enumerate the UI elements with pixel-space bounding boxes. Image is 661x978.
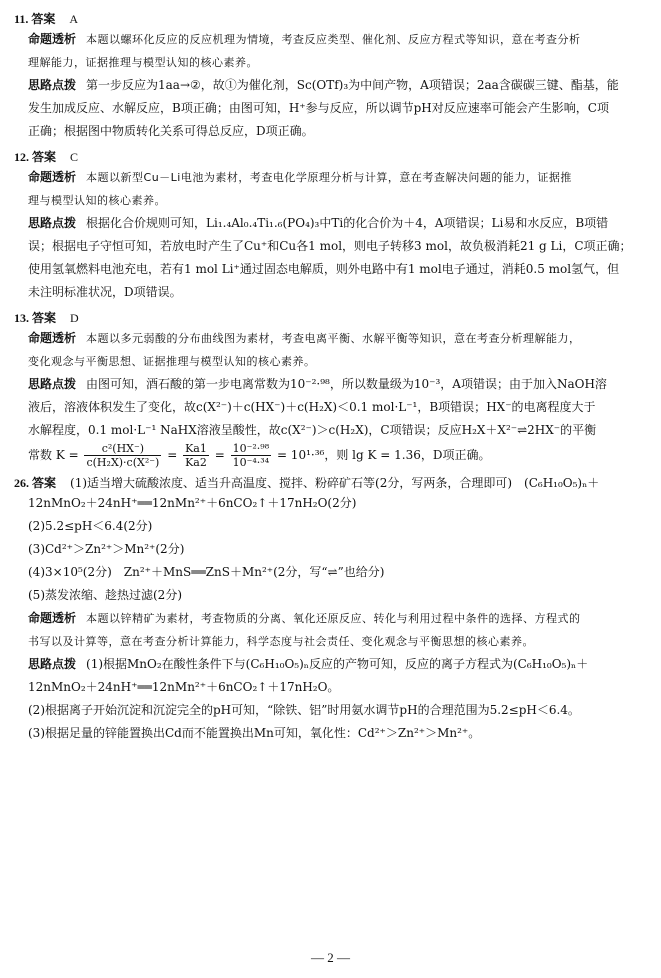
q12-touxi-line1: 本题以新型Cu－Li电池为素材，考查电化学原理分析与计算，意在考查解决问题的能力，证据推 [86, 171, 572, 184]
q12-header [14, 148, 635, 166]
q13-touxi-line1: 本题以多元弱酸的分布曲线图为素材，考查电离平衡、水解平衡等知识，意在考查分析理解能力， [86, 332, 581, 345]
q26-touxi-label: 命题透析 [28, 611, 77, 625]
q13-equilibrium-equation [28, 442, 635, 469]
q11-touxi-line1: 本题以螺环化反应的反应机理为情境，考查反应类型、催化剂、反应方程式等知识，意在考查分析 [86, 33, 581, 46]
eq-f3-denominator: 10⁻⁴·³⁴ [232, 456, 270, 469]
q13-touxi-line2: 变化观念与平衡思想、证据推理与模型认知的核心素养。 [28, 355, 316, 368]
q12-silu-line3: 使用氢氧燃料电池充电，若有1 mol Li⁺通过固态电解质，则外电路中有1 mol电子通过，消耗0.5 mol氢气，但 [28, 262, 620, 276]
q12-silu-line1: 根据化合价规则可知，Li₁.₄Al₀.₄Ti₁.₆(PO₄)₃中Ti的化合价为＋4，A项错误；Li易和水反应，B项错 [86, 216, 609, 230]
q26-silu-line1: (1)根据MnO₂在酸性条件下与(C₆H₁₀O₅)ₙ反应的产物可知，反应的离子方程式为(C₆H₁₀O₅)ₙ＋ [86, 657, 589, 671]
eq-f2-denominator: Ka2 [185, 456, 207, 469]
q11-touxi-line2: 理解能力，证据推理与模型认知的核心素养。 [28, 56, 258, 69]
eq-f1-denominator: c(H₂X)·c(X²⁻) [86, 456, 160, 469]
q13-silu [28, 373, 635, 442]
q11-silu-line3: 正确；根据图中物质转化关系可得总反应，D项正确。 [28, 124, 314, 138]
q26-number: 26. 答案 [14, 476, 57, 490]
q13-touxi-label: 命题透析 [28, 331, 77, 345]
q11-answer: A [69, 12, 79, 26]
q26-silu-line2: 12nMnO₂＋24nH⁺══12nMn²⁺＋6nCO₂↑＋17nH₂O。 [28, 680, 340, 694]
page-number: — 2 — [311, 950, 350, 965]
q12-silu-line2: 误；根据电子守恒可知，若放电时产生了Cu⁺和Cu各1 mol，则电子转移3 mol，故负极消耗21 g Li，C项正确； [28, 239, 632, 253]
q13-silu-line1: 由图可知，酒石酸的第一步电离常数为10⁻²·⁹⁸，所以数量级为10⁻³，A项错误；由于加入NaOH溶 [86, 377, 607, 391]
q13-answer: D [70, 311, 79, 325]
q11-header [14, 10, 635, 28]
eq-fraction-1 [84, 442, 161, 469]
q26-answers [28, 492, 635, 607]
q26-touxi [28, 607, 635, 653]
q12-silu-label: 思路点拨 [28, 216, 77, 230]
q12-silu-line4: 未注明标准状况，D项错误。 [28, 285, 182, 299]
q11-silu-line1: 第一步反应为1aa→②，故①为催化剂，Sc(OTf)₃为中间产物，A项错误；2aa含碳碳三键、酯基，能 [86, 78, 619, 92]
q12-number: 12. 答案 [14, 150, 57, 164]
q26-silu-line3: (2)根据离子开始沉淀和沉淀完全的pH可知，“除铁、铝”时用氨水调节pH的合理范围为5.2≤pH＜6.4。 [28, 703, 580, 717]
q12-touxi-label: 命题透析 [28, 170, 77, 184]
eq-f1-numerator: c²(HX⁻) [84, 442, 161, 456]
q12-answer: C [70, 150, 79, 164]
q26-answer-5: (5)蒸发浓缩、趁热过滤(2分) [28, 588, 182, 602]
q13-silu-line3: 水解程度，0.1 mol·L⁻¹ NaHX溶液呈酸性，故c(X²⁻)＞c(H₂X)，C项错误；反应H₂X＋X²⁻⇌2HX⁻的平衡 [28, 423, 597, 437]
q11-touxi-label: 命题透析 [28, 32, 77, 46]
q13-number: 13. 答案 [14, 311, 57, 325]
q12-touxi-line2: 理与模型认知的核心素养。 [28, 194, 166, 207]
q26-header [14, 474, 635, 492]
q26-answer-4: (4)3×10⁵(2分) Zn²⁺＋MnS══ZnS＋Mn²⁺(2分，写“⇌”也给分) [28, 565, 385, 579]
eq-f3-numerator: 10⁻²·⁹⁸ [232, 442, 270, 455]
q11-silu-line2: 发生加成反应、水解反应，B项正确；由图可知，H⁺参与反应，所以调节pH对反应速率可能会产生影响，C项 [28, 101, 609, 115]
q26-silu-line4: (3)根据足量的锌能置换出Cd而不能置换出Mn可知，氧化性：Cd²⁺＞Zn²⁺＞Mn²⁺。 [28, 726, 481, 740]
q13-silu-label: 思路点拨 [28, 377, 77, 391]
eq-fraction-3 [231, 442, 272, 469]
q12-touxi [28, 166, 635, 212]
eq-suffix: = 10¹·³⁶，则 lg K = 1.36，D项正确。 [276, 448, 491, 462]
q11-touxi [28, 28, 635, 74]
q13-touxi [28, 327, 635, 373]
eq-prefix: 常数 K = [28, 448, 79, 462]
q11-number: 11. 答案 [14, 12, 56, 26]
q11-silu-label: 思路点拨 [28, 78, 77, 92]
q26-touxi-line2: 书写以及计算等，意在考查分析计算能力，科学态度与社会责任、变化观念与平衡思想的核心素养。 [28, 635, 534, 648]
q13-silu-line2: 液后，溶液体积发生了变化，故c(X²⁻)＋c(HX⁻)＋c(H₂X)＜0.1 mol·L⁻¹，B项错误；HX⁻的电离程度大于 [28, 400, 596, 414]
q12-silu [28, 212, 635, 304]
q13-header [14, 309, 635, 327]
q26-silu-label: 思路点拨 [28, 657, 77, 671]
eq-f2-numerator: Ka1 [185, 442, 207, 455]
eq-equals-1: = [167, 448, 178, 462]
q26-touxi-line1: 本题以锌精矿为素材，考查物质的分离、氧化还原反应、转化与利用过程中条件的选择、方程式的 [86, 612, 581, 625]
q26-answer-1: (1)适当增大硫酸浓度、适当升高温度、搅拌、粉碎矿石等(2分，写两条，合理即可) (C₆H₁₀O₅)ₙ＋ [70, 476, 600, 490]
q26-answer-2: (2)5.2≤pH＜6.4(2分) [28, 519, 153, 533]
q26-silu [28, 653, 635, 745]
eq-equals-2: = [214, 448, 225, 462]
q26-answer-3: (3)Cd²⁺＞Zn²⁺＞Mn²⁺(2分) [28, 542, 185, 556]
eq-fraction-2 [183, 442, 209, 469]
q11-silu [28, 74, 635, 143]
q26-answer-1b: 12nMnO₂＋24nH⁺══12nMn²⁺＋6nCO₂↑＋17nH₂O(2分) [28, 496, 357, 510]
